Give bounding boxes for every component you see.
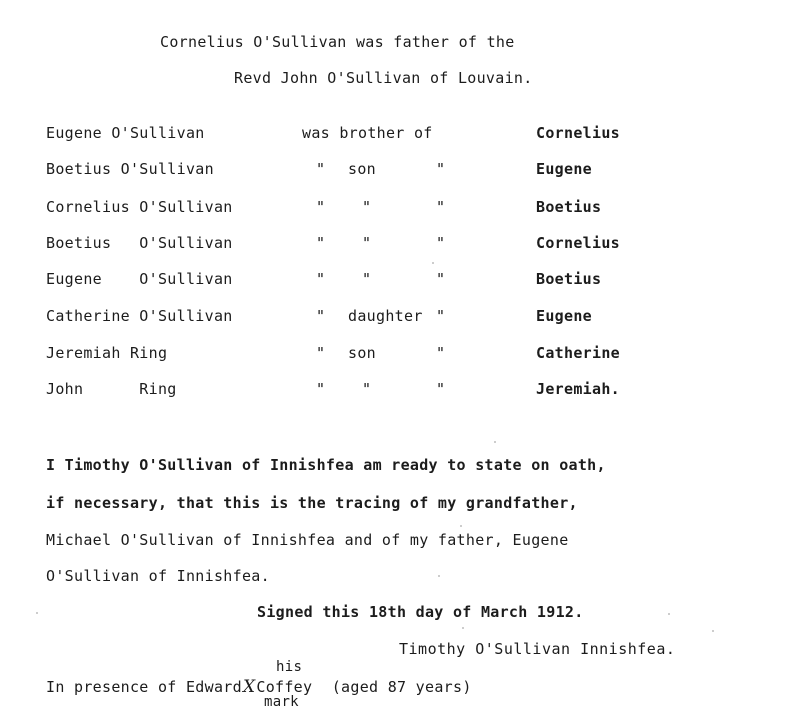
paper-speck	[432, 262, 434, 264]
row-name: Boetius O'Sullivan	[46, 234, 233, 252]
heading-line-2: Revd John O'Sullivan of Louvain.	[234, 69, 533, 87]
row-ditto-mark: "	[316, 270, 326, 288]
row-name: Boetius O'Sullivan	[46, 160, 214, 178]
row-name: John Ring	[46, 380, 177, 398]
row-ditto-mark: "	[316, 344, 326, 362]
row-ditto-mark: "	[436, 270, 446, 288]
row-relation: daughter	[348, 307, 423, 325]
row-target: Jeremiah.	[536, 380, 620, 398]
paper-speck	[712, 630, 714, 632]
row-target: Eugene	[536, 307, 592, 325]
paper-speck	[438, 575, 440, 577]
paper-speck	[36, 612, 38, 614]
header-relation: was brother of	[302, 124, 433, 142]
witness-prefix: In presence of Edward	[46, 678, 242, 696]
statement-line: Michael O'Sullivan of Innishfea and of my father, Eugene	[46, 531, 569, 549]
row-relation: son	[348, 344, 376, 362]
signed-date-line: Signed this 18th day of March 1912.	[257, 603, 584, 621]
row-target: Eugene	[536, 160, 592, 178]
table-row	[0, 307, 806, 329]
statement-line: if necessary, that this is the tracing of my grandfather,	[46, 494, 578, 512]
statement-line: O'Sullivan of Innishfea.	[46, 567, 270, 585]
row-ditto-mark: "	[436, 307, 446, 325]
paper-speck	[668, 613, 670, 615]
paper-speck	[460, 525, 462, 527]
row-ditto-mark: "	[316, 234, 326, 252]
witness-age: (aged 87 years)	[331, 678, 472, 696]
witness-mark-label: mark	[264, 694, 299, 710]
row-relation: "	[362, 198, 372, 216]
row-ditto-mark: "	[436, 198, 446, 216]
signature-line: Timothy O'Sullivan Innishfea.	[399, 640, 676, 658]
table-row	[0, 344, 806, 366]
row-ditto-mark: "	[316, 307, 326, 325]
row-name: Cornelius O'Sullivan	[46, 198, 233, 216]
row-target: Cornelius	[536, 234, 620, 252]
statement-line: I Timothy O'Sullivan of Innishfea am ready to state on oath,	[46, 456, 606, 474]
row-target: Boetius	[536, 198, 602, 216]
table-row	[0, 198, 806, 220]
row-relation: "	[362, 270, 372, 288]
witness-line	[46, 677, 472, 697]
paper-speck	[462, 627, 464, 629]
header-name: Eugene O'Sullivan	[46, 124, 205, 142]
row-relation: son	[348, 160, 376, 178]
paper-speck	[494, 441, 496, 443]
row-ditto-mark: "	[436, 380, 446, 398]
row-target: Boetius	[536, 270, 602, 288]
row-name: Jeremiah Ring	[46, 344, 168, 362]
row-ditto-mark: "	[436, 234, 446, 252]
row-relation: "	[362, 380, 372, 398]
row-target: Catherine	[536, 344, 620, 362]
row-relation: "	[362, 234, 372, 252]
table-row	[0, 160, 806, 182]
row-name: Eugene O'Sullivan	[46, 270, 233, 288]
table-header-row	[0, 124, 806, 146]
table-row	[0, 234, 806, 256]
row-ditto-mark: "	[436, 344, 446, 362]
row-ditto-mark: "	[436, 160, 446, 178]
row-ditto-mark: "	[316, 160, 326, 178]
witness-mark-symbol: X	[242, 677, 256, 697]
witness-his-label: his	[276, 659, 303, 675]
row-ditto-mark: "	[316, 198, 326, 216]
witness-surname: Coffey	[256, 678, 313, 696]
table-row	[0, 270, 806, 292]
header-target: Cornelius	[536, 124, 620, 142]
heading-line-1: Cornelius O'Sullivan was father of the	[160, 33, 515, 51]
row-name: Catherine O'Sullivan	[46, 307, 233, 325]
table-row	[0, 380, 806, 402]
row-ditto-mark: "	[316, 380, 326, 398]
